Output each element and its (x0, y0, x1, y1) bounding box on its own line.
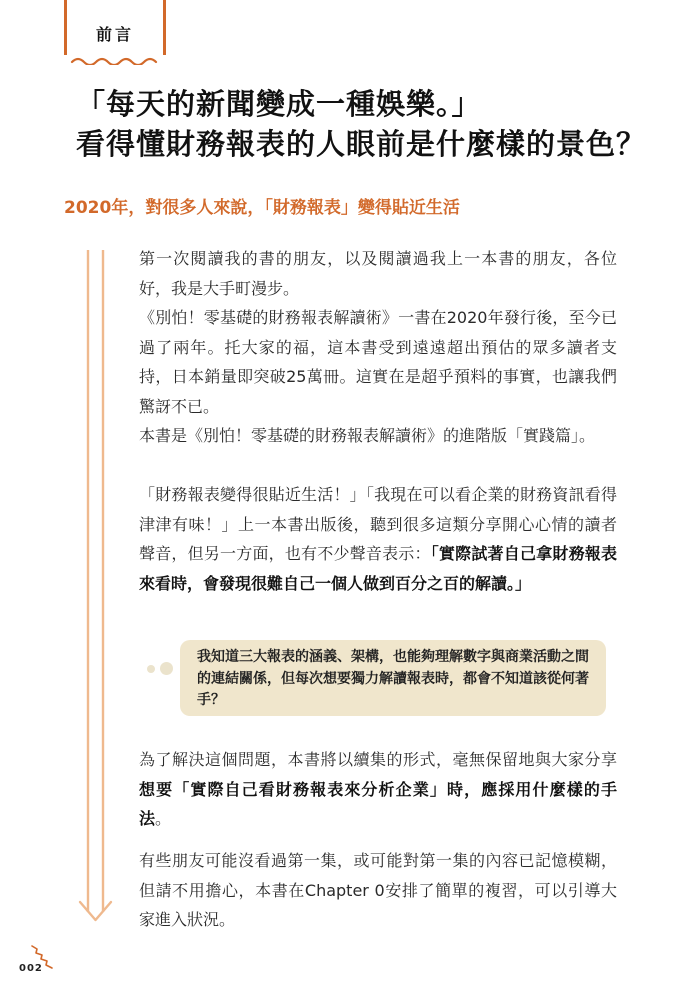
headline-line-2: 看得懂財務報表的人眼前是什麼樣的景色？ (76, 127, 647, 161)
review-note-text: 有些朋友可能沒看過第一集，或可能對第一集的內容已記憶模糊，但請不用擔心，本書在Chapter 0安排了簡單的複習，可以引導大家進入狀況。 (139, 851, 617, 929)
down-arrow-icon (78, 248, 114, 926)
page-number: 002 (19, 963, 43, 974)
page-title (76, 84, 676, 164)
section-subheading: 2020年，對很多人來說，「財務報表」變得貼近生活 (64, 198, 460, 218)
book-relation-text: 本書是《別怕！零基礎的財務報表解讀術》的進階版「實踐篇」。 (139, 426, 596, 445)
purpose-text: 為了解決這個問題，本書將以續集的形式，毫無保留地與大家分享 (139, 750, 617, 769)
headline-line-1: 「每天的新聞變成一種娛樂。」 (76, 87, 482, 121)
section-label: 前言 (95, 25, 134, 44)
purpose-emphasis: 想要「實際自己看財務報表來分析企業」時，應採用什麼樣的手法 (139, 779, 617, 828)
review-note-paragraph (139, 846, 617, 935)
feedback-text: 「財務報表變得很貼近生活！」「我現在可以看企業的財務資訊看得津津有味！」上一本書出版後，聽到很多這類分享開心心情的讀者聲音，但另一方面，也有不少聲音表示： (139, 485, 617, 563)
intro-paragraph (139, 244, 617, 451)
purpose-end: 。 (155, 809, 172, 828)
section-tab (64, 0, 166, 55)
book-purpose-paragraph (139, 745, 617, 834)
greeting-text: 第一次閱讀我的書的朋友，以及閱讀過我上一本書的朋友，各位好，我是大手町漫步。 (139, 249, 617, 298)
thought-dot-small (147, 665, 155, 673)
wave-underline-icon (70, 55, 162, 65)
previous-book-text: 《別怕！零基礎的財務報表解讀術》一書在2020年發行後，至今已過了兩年。托大家的福，這本書受到遠遠超出預估的眾多讀者支持，日本銷量即突破25萬冊。這實在是超乎預料的事實，也讓我們驚訝不已。 (139, 308, 617, 416)
reader-question-bubble: 我知道三大報表的涵義、架構，也能夠理解數字與商業活動之間的連結關係，但每次想要獨力解讀報表時，都會不知道該從何著手？ (180, 640, 606, 716)
thought-dots (147, 662, 177, 676)
feedback-quote-emphasis: 「實際試著自己拿財務報表來看時，會發現很難自己一個人做到百分之百的解讀。」 (139, 544, 617, 593)
thought-dot-large (160, 662, 173, 675)
reader-feedback-paragraph (139, 480, 617, 598)
